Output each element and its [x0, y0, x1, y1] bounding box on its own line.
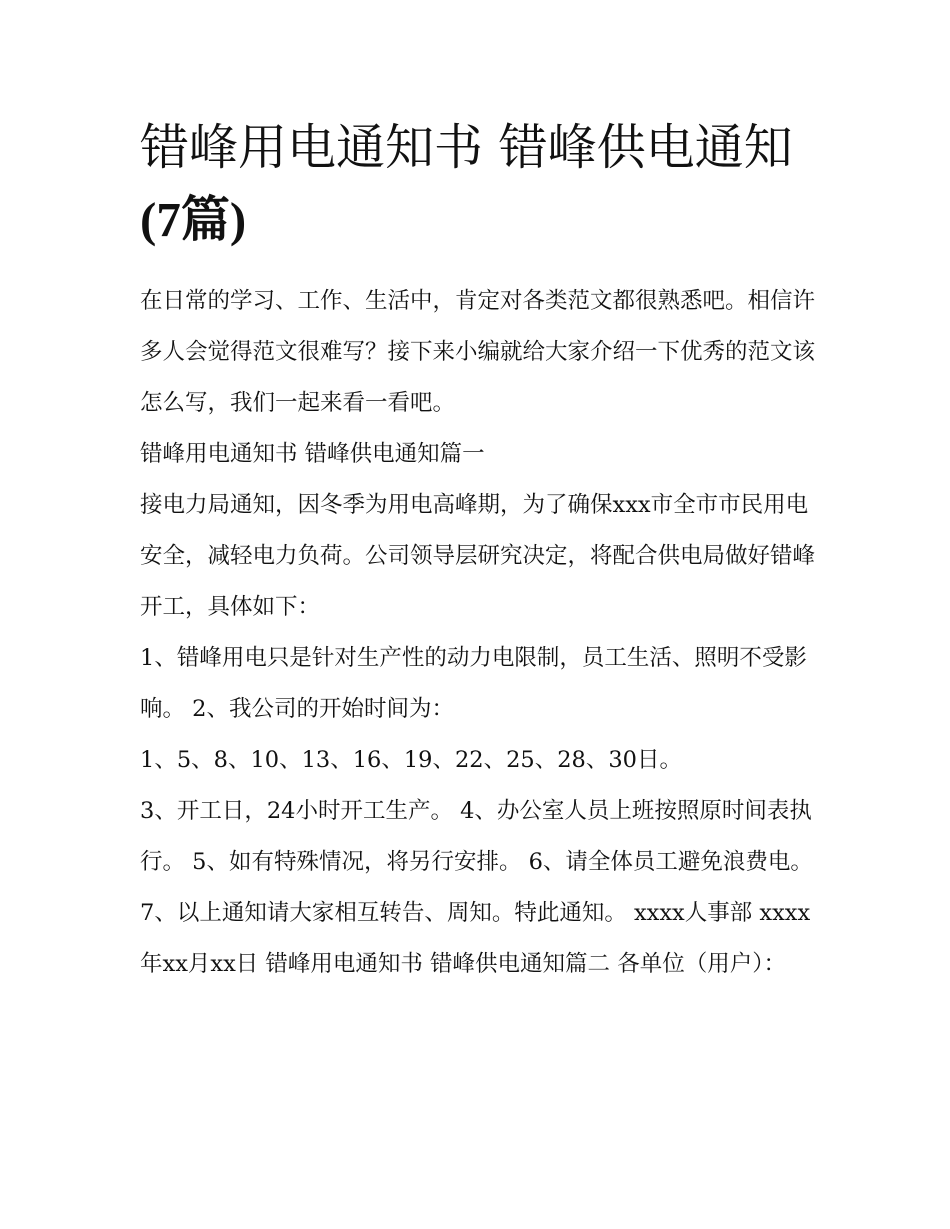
notice-paragraph: 接电力局通知，因冬季为用电高峰期，为了确保xxx市全市市民用电安全，减轻电力负荷。公司领导层研究决定，将配合供电局做好错峰开工，具体如下： [140, 492, 816, 620]
document-body [140, 112, 820, 990]
title-line-1: 错峰用电通知书 错峰供电通知 [140, 119, 793, 176]
item-paragraph-1: 1、错峰用电只是针对生产性的动力电限制，员工生活、照明不受影响。 2、我公司的开始时间为： [140, 645, 807, 722]
dates-paragraph: 1、5、8、10、13、16、19、22、25、28、30日。 [140, 747, 682, 773]
section-heading-1: 错峰用电通知书 错峰供电通知篇一 [140, 441, 485, 467]
title-line-2: (7篇) [140, 192, 247, 247]
intro-paragraph: 在日常的学习、工作、生活中，肯定对各类范文都很熟悉吧。相信许多人会觉得范文很难写？接下来小编就给大家介绍一下优秀的范文该怎么写，我们一起来看一看吧。 [140, 288, 816, 416]
document-title [140, 112, 820, 256]
closing-paragraph: 7、以上通知请大家相互转告、周知。特此通知。 xxxx人事部 xxxx年xx月xx日 错峰用电通知书 错峰供电通知篇二 各单位（用户）： [140, 900, 811, 977]
item-paragraph-2: 3、开工日，24小时开工生产。 4、办公室人员上班按照原时间表执行。 5、如有特殊情况，将另行安排。 6、请全体员工避免浪费电。 [140, 798, 813, 875]
